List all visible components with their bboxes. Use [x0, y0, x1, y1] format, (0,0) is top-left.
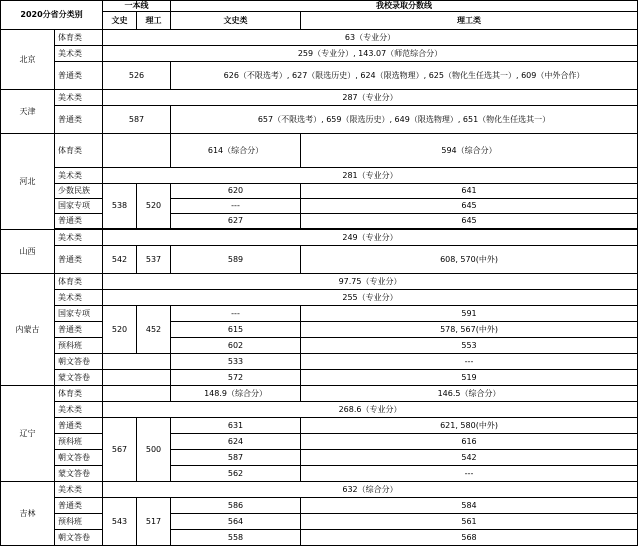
category-putong: 普通类: [55, 498, 103, 514]
category-putong: 普通类: [55, 322, 103, 338]
score-cell: 587: [171, 450, 301, 466]
score-cell: 553: [301, 338, 638, 354]
category-meishu: 美术类: [55, 482, 103, 498]
score-cell: 146.5（综合分）: [301, 386, 638, 402]
category-mengwen: 蒙文答卷: [55, 466, 103, 482]
score-cell: 641: [301, 184, 638, 199]
score-cell: 564: [171, 514, 301, 530]
category-putong: 普通类: [55, 418, 103, 434]
yiben-score-ligong: 452: [137, 306, 171, 354]
score-cell: 519: [301, 370, 638, 386]
score-cell: 626（不限选考）, 627（限选历史）, 624（限选物理）, 625（物化生任选其一）, 609（中外合作）: [171, 62, 638, 90]
category-tiyu: 体育类: [55, 30, 103, 46]
score-cell: 602: [171, 338, 301, 354]
province-hebei: 河北: [1, 134, 55, 230]
score-cell: 589: [171, 246, 301, 274]
score-cell: ---: [301, 466, 638, 482]
score-cell: 148.9（综合分）: [171, 386, 301, 402]
score-cell: 615: [171, 322, 301, 338]
wenshi-header: 文史: [103, 12, 137, 30]
score-cell: 255（专业分）: [103, 290, 638, 306]
category-meishu: 美术类: [55, 168, 103, 184]
category-shaoshu: 少数民族: [55, 184, 103, 199]
category-meishu: 美术类: [55, 290, 103, 306]
score-cell: ---: [301, 354, 638, 370]
score-cell: 627: [171, 214, 301, 229]
category-guojia: 国家专项: [55, 306, 103, 322]
province-tianjin: 天津: [1, 90, 55, 134]
score-cell: 645: [301, 199, 638, 214]
empty-cell: [103, 354, 171, 370]
yiben-score-wenshi: 543: [103, 498, 137, 546]
category-yuke: 预科班: [55, 338, 103, 354]
score-cell: 63（专业分）: [103, 30, 638, 46]
score-cell: 287（专业分）: [103, 90, 638, 106]
yiben-line-header: 一本线: [103, 1, 171, 12]
category-meishu: 美术类: [55, 230, 103, 246]
score-cell: 631: [171, 418, 301, 434]
score-cell: 533: [171, 354, 301, 370]
table-corner-header: 2020分省分类别: [1, 1, 103, 30]
yiben-score-ligong: 520: [137, 184, 171, 229]
score-cell: ---: [171, 199, 301, 214]
score-cell: 591: [301, 306, 638, 322]
category-meishu: 美术类: [55, 90, 103, 106]
score-cell: 620: [171, 184, 301, 199]
yiben-score-ligong: 517: [137, 498, 171, 546]
province-beijing: 北京: [1, 30, 55, 90]
wenshi-category-header: 文史类: [171, 12, 301, 30]
category-meishu: 美术类: [55, 402, 103, 418]
score-cell: 616: [301, 434, 638, 450]
category-chaowen: 朝文答卷: [55, 530, 103, 546]
score-cell: 621, 580(中外): [301, 418, 638, 434]
category-tiyu: 体育类: [55, 386, 103, 402]
score-cell: 281（专业分）: [103, 168, 638, 184]
province-jilin: 吉林: [1, 482, 55, 546]
score-cell: 249（专业分）: [103, 230, 638, 246]
category-tiyu: 体育类: [55, 274, 103, 290]
score-cell: 268.6（专业分）: [103, 402, 638, 418]
score-cell: 568: [301, 530, 638, 546]
category-tiyu: 体育类: [55, 134, 103, 168]
empty-cell: [103, 134, 171, 168]
province-shanxi: 山西: [1, 230, 55, 274]
score-cell: 632（综合分）: [103, 482, 638, 498]
category-putong: 普通类: [55, 106, 103, 134]
category-putong: 普通类: [55, 62, 103, 90]
province-neimenggu: 内蒙古: [1, 274, 55, 386]
province-liaoning: 辽宁: [1, 386, 55, 482]
empty-cell: [103, 370, 171, 386]
score-cell: 259（专业分）, 143.07（师范综合分）: [103, 46, 638, 62]
score-cell: 614（综合分）: [171, 134, 301, 168]
score-cell: 594（综合分）: [301, 134, 638, 168]
score-cell: 542: [301, 450, 638, 466]
ligong-category-header: 理工类: [301, 12, 638, 30]
category-chaowen: 朝文答卷: [55, 450, 103, 466]
score-cell: 645: [301, 214, 638, 229]
score-cell: 608, 570(中外): [301, 246, 638, 274]
school-score-header: 我校录取分数线: [171, 1, 638, 12]
category-putong: 普通类: [55, 246, 103, 274]
category-yuke: 预科班: [55, 434, 103, 450]
score-cell: 624: [171, 434, 301, 450]
category-guojia: 国家专项: [55, 199, 103, 214]
yiben-score-wenshi: 567: [103, 418, 137, 482]
score-cell: 657（不限选考）, 659（限选历史）, 649（限选物理）, 651（物化生任选其一）: [171, 106, 638, 134]
yiben-score-wenshi: 542: [103, 246, 137, 274]
category-putong: 普通类: [55, 214, 103, 229]
category-chaowen: 朝文答卷: [55, 354, 103, 370]
score-cell: 561: [301, 514, 638, 530]
score-cell: 97.75（专业分）: [103, 274, 638, 290]
score-cell: 572: [171, 370, 301, 386]
yiben-score: 587: [103, 106, 171, 134]
score-cell: 584: [301, 498, 638, 514]
category-yuke: 预科班: [55, 514, 103, 530]
score-cell: ---: [171, 306, 301, 322]
score-cell: 586: [171, 498, 301, 514]
score-cell: 578, 567(中外): [301, 322, 638, 338]
score-cell: 558: [171, 530, 301, 546]
yiben-score: 526: [103, 62, 171, 90]
category-meishu: 美术类: [55, 46, 103, 62]
yiben-score-ligong: 500: [137, 418, 171, 482]
yiben-score-wenshi: 538: [103, 184, 137, 229]
yiben-score-ligong: 537: [137, 246, 171, 274]
category-mengwen: 蒙文答卷: [55, 370, 103, 386]
ligong-header: 理工: [137, 12, 171, 30]
score-cell: 562: [171, 466, 301, 482]
yiben-score-wenshi: 520: [103, 306, 137, 354]
empty-cell: [103, 386, 171, 402]
